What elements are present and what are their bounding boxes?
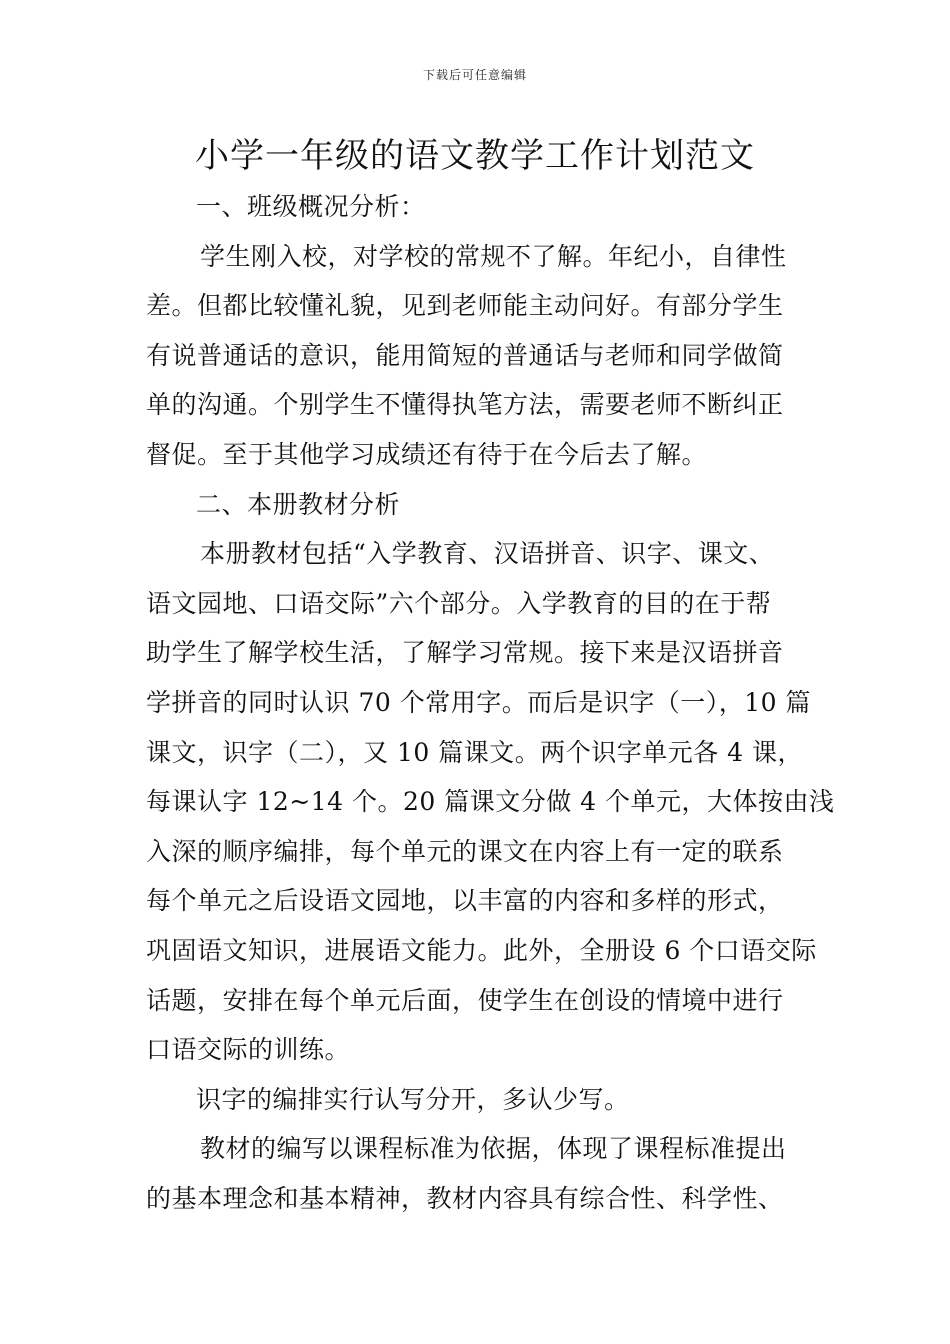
paragraph-line: 识字的编排实行认写分开，多认少写。: [196, 1084, 630, 1114]
paragraph-line: 语文园地、口语交际”六个部分。入学教育的目的在于帮: [146, 588, 772, 618]
paragraph-line: 入深的顺序编排，每个单元的课文在内容上有一定的联系: [146, 836, 784, 866]
paragraph-line: 话题，安排在每个单元后面，使学生在创设的情境中进行: [146, 985, 784, 1015]
paragraph-line: 有说普通话的意识，能用简短的普通话与老师和同学做简: [146, 340, 784, 370]
paragraph-line: 差。但都比较懂礼貌，见到老师能主动问好。有部分学生: [146, 291, 784, 321]
section-heading-textbook-analysis: 二、本册教材分析: [196, 489, 401, 519]
page-header-note: 下载后可任意编辑: [422, 68, 527, 82]
paragraph-line: 课文，识字（二），又 10 篇课文。两个识字单元各 4 课，: [146, 737, 804, 767]
paragraph-line: 每个单元之后设语文园地，以丰富的内容和多样的形式，: [146, 886, 784, 916]
paragraph-line: 学生刚入校，对学校的常规不了解。年纪小，自律性: [200, 241, 787, 271]
paragraph-line: 助学生了解学校生活，了解学习常规。接下来是汉语拼音: [146, 638, 784, 668]
section-heading-class-overview: 一、班级概况分析：: [196, 192, 426, 221]
paragraph-line: 单的沟通。个别学生不懂得执笔方法，需要老师不断纠正: [146, 390, 784, 420]
paragraph-line: 学拼音的同时认识 70 个常用字。而后是识字（一），10 篇: [146, 687, 811, 717]
paragraph-line: 教材的编写以课程标准为依据，体现了课程标准提出: [200, 1134, 787, 1164]
paragraph-line: 督促。至于其他学习成绩还有待于在今后去了解。: [146, 439, 708, 469]
paragraph-line: 本册教材包括“入学教育、汉语拼音、识字、课文、: [200, 539, 775, 569]
paragraph-line: 的基本理念和基本精神，教材内容具有综合性、科学性、: [146, 1183, 784, 1213]
paragraph-line: 每课认字 12~14 个。20 篇课文分做 4 个单元，大体按由浅: [146, 787, 835, 817]
document-title: 小学一年级的语文教学工作计划范文: [195, 136, 755, 176]
paragraph-line: 口语交际的训练。: [146, 1035, 351, 1065]
document-body: [146, 182, 835, 1223]
paragraph-line: 巩固语文知识，进展语文能力。此外，全册设 6 个口语交际: [146, 935, 817, 965]
